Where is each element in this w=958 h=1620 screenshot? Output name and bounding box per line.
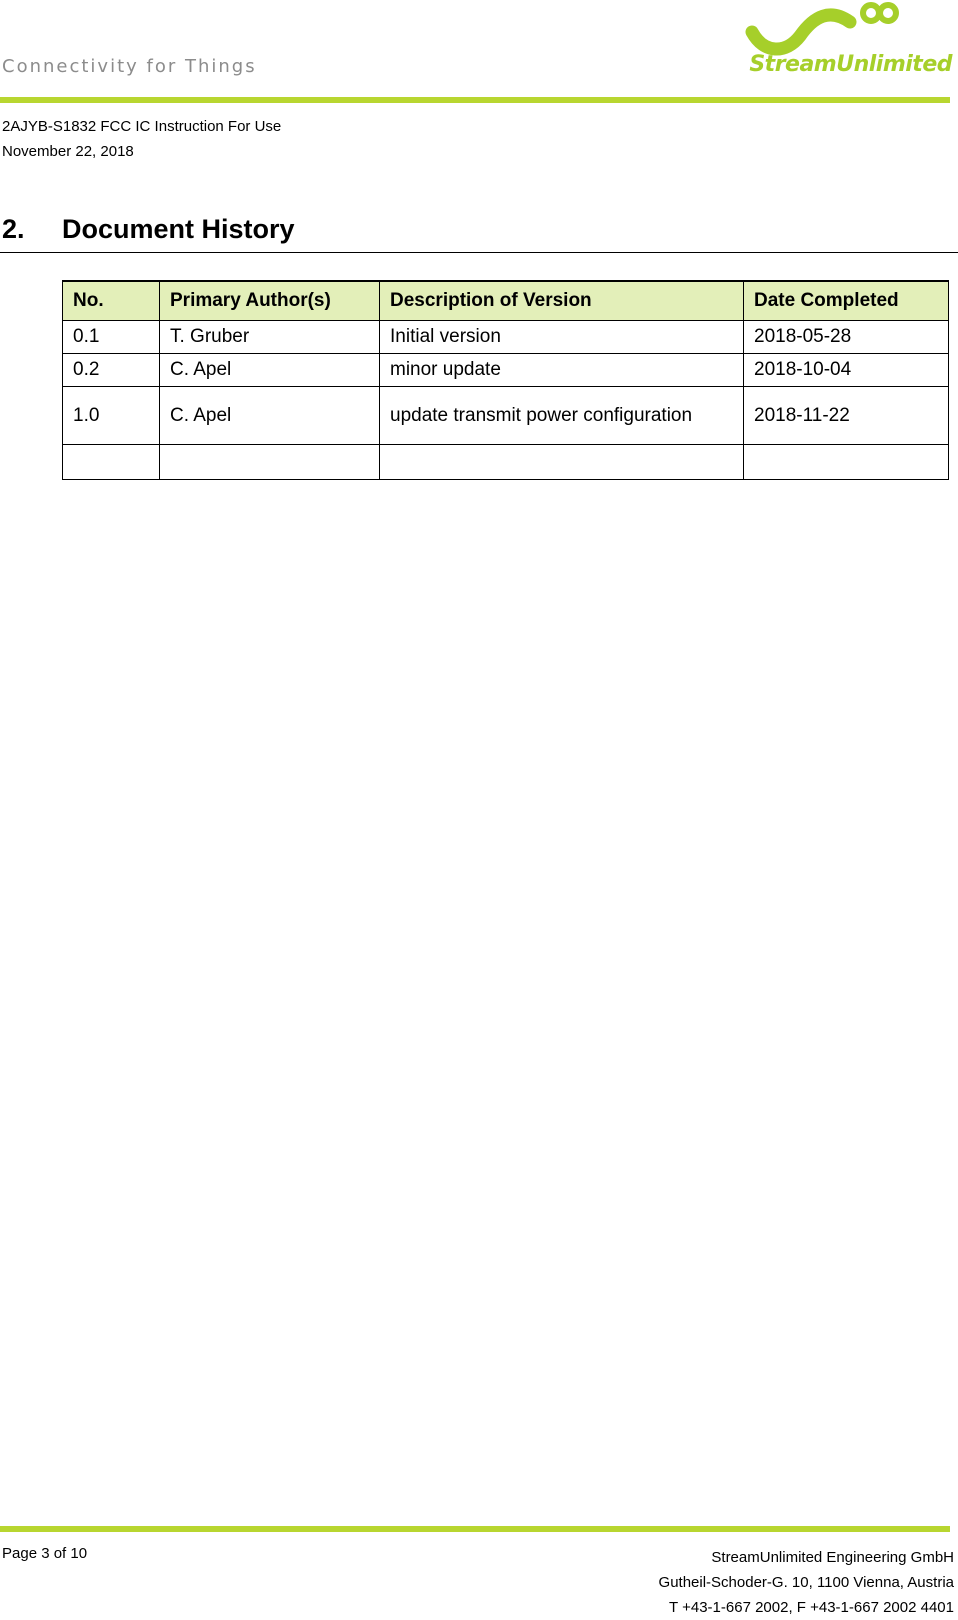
footer-company-info xyxy=(659,1545,954,1620)
cell-date: 2018-05-28 xyxy=(744,321,949,354)
cell-author: T. Gruber xyxy=(160,321,380,354)
header-no: No. xyxy=(63,281,160,321)
section-heading xyxy=(0,214,958,253)
cell-no xyxy=(63,445,160,480)
table-row xyxy=(63,321,949,354)
cell-no: 0.2 xyxy=(63,354,160,387)
cell-no: 1.0 xyxy=(63,387,160,445)
table-row-empty xyxy=(63,445,949,480)
company-name: StreamUnlimited Engineering GmbH xyxy=(711,1549,954,1566)
company-logo xyxy=(742,0,952,84)
document-id: 2AJYB-S1832 FCC IC Instruction For Use xyxy=(2,118,282,135)
footer-divider xyxy=(0,1526,950,1532)
cell-description xyxy=(380,445,744,480)
table-header-row xyxy=(63,281,949,321)
cell-date: 2018-10-04 xyxy=(744,354,949,387)
header-divider xyxy=(0,97,950,103)
tagline: Connectivity for Things xyxy=(2,56,257,77)
logo-wordmark: StreamUnlimited xyxy=(749,52,952,77)
cell-author xyxy=(160,445,380,480)
header-description: Description of Version xyxy=(380,281,744,321)
table-row xyxy=(63,387,949,445)
cell-no: 0.1 xyxy=(63,321,160,354)
cell-author: C. Apel xyxy=(160,354,380,387)
section-title: Document History xyxy=(62,214,295,244)
cell-description: minor update xyxy=(380,354,744,387)
page-number: Page 3 of 10 xyxy=(2,1545,88,1562)
cell-description: Initial version xyxy=(380,321,744,354)
header-primary-authors: Primary Author(s) xyxy=(160,281,380,321)
wave-infinity-icon xyxy=(742,0,952,56)
company-phone: T +43-1-667 2002, F +43-1-667 2002 4401 xyxy=(669,1599,954,1616)
table-row xyxy=(63,354,949,387)
document-history-table xyxy=(62,280,949,480)
cell-description: update transmit power configuration xyxy=(380,387,744,445)
company-address: Gutheil-Schoder-G. 10, 1100 Vienna, Austria xyxy=(658,1574,954,1591)
cell-date xyxy=(744,445,949,480)
document-date: November 22, 2018 xyxy=(2,143,134,160)
cell-author: C. Apel xyxy=(160,387,380,445)
section-number: 2. xyxy=(2,214,25,244)
cell-date: 2018-11-22 xyxy=(744,387,949,445)
header-date-completed: Date Completed xyxy=(744,281,949,321)
